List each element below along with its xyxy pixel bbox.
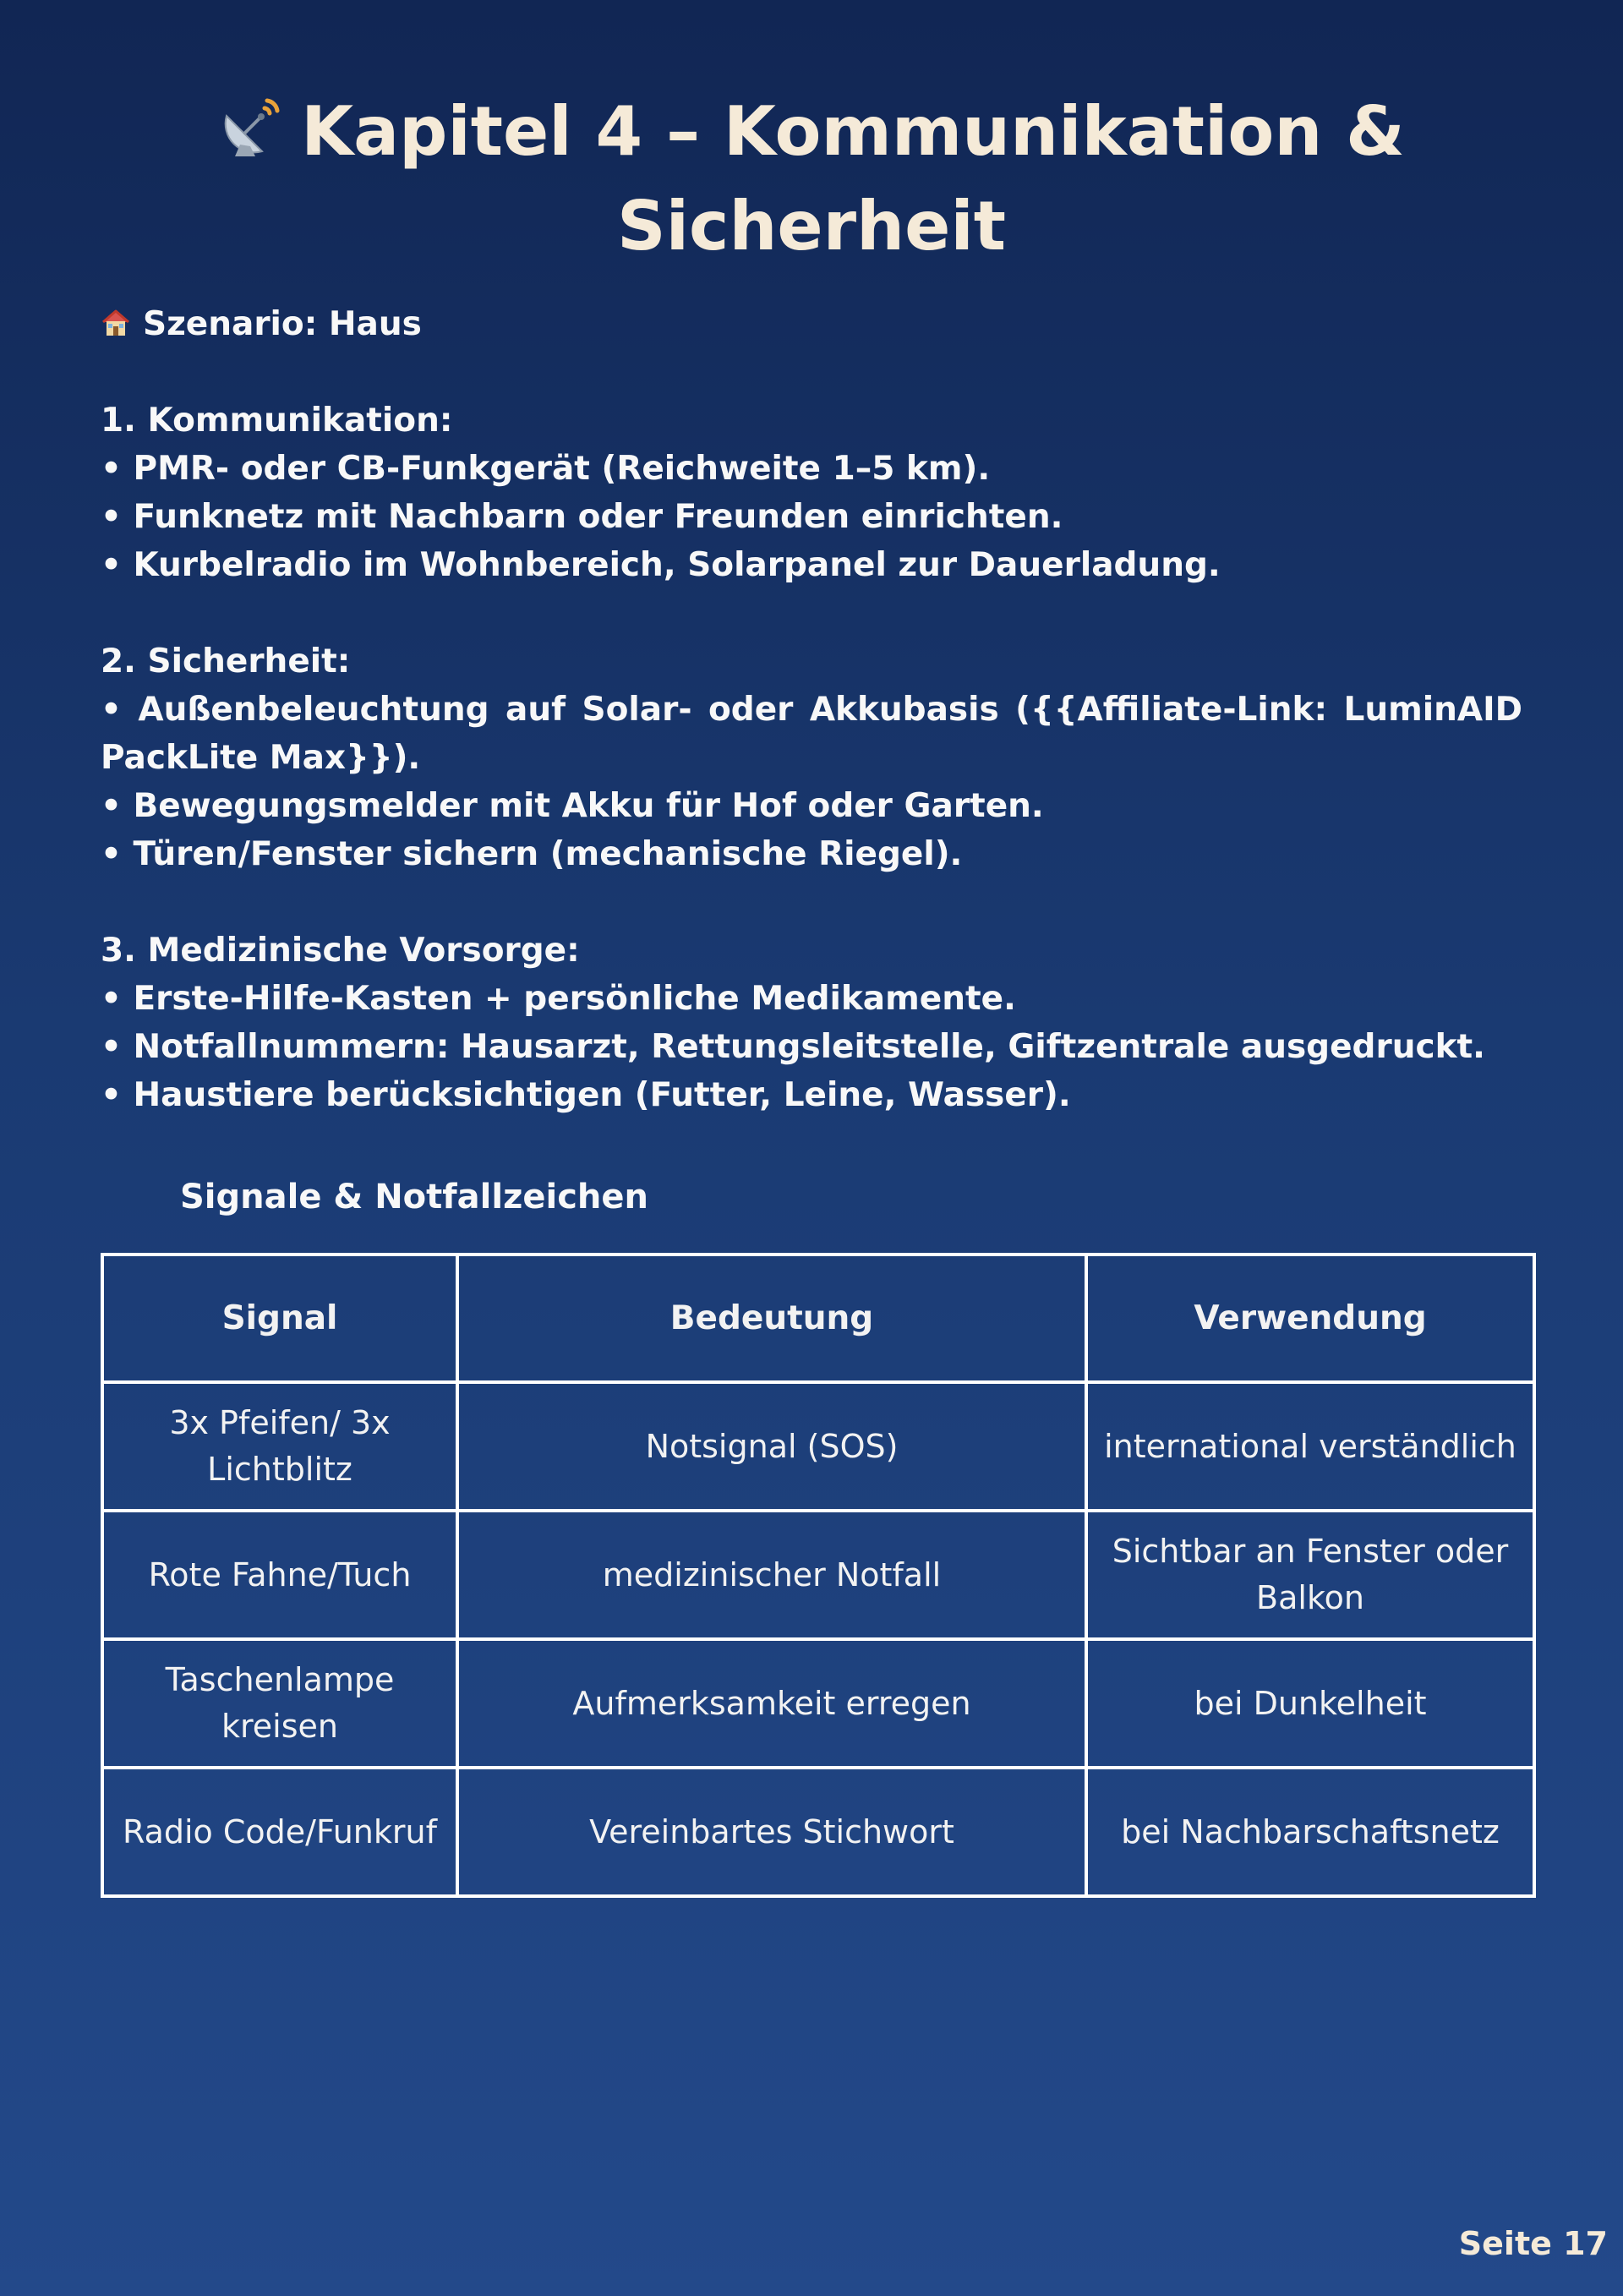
table-cell-bedeutung: Vereinbartes Stichwort	[457, 1768, 1086, 1896]
scenario-label: Szenario: Haus	[143, 305, 422, 343]
table-cell-signal: Radio Code/Funkruf	[102, 1768, 457, 1896]
table-cell-verwendung: bei Nachbarschaftsnetz	[1086, 1768, 1534, 1896]
list-item: • Kurbelradio im Wohnbereich, Solarpanel zur Dauerladung.	[101, 546, 1221, 584]
table-row	[102, 1382, 1534, 1511]
section-heading: 2. Sicherheit:	[101, 642, 351, 681]
table-cell-bedeutung: Aufmerksamkeit erregen	[457, 1639, 1086, 1768]
page-title-text: Kapitel 4 – Kommunikation & Sicherheit	[301, 92, 1405, 265]
list-item: • Haustiere berücksichtigen (Futter, Leine, Wasser).	[101, 1076, 1071, 1114]
scenario-line	[101, 300, 1522, 348]
table-cell-signal: Taschenlampe kreisen	[102, 1639, 457, 1768]
section-medizinische-vorsorge	[101, 927, 1522, 1119]
table-cell-verwendung: Sichtbar an Fenster oder Balkon	[1086, 1511, 1534, 1639]
house-icon	[101, 308, 131, 338]
list-item: • Bewegungsmelder mit Akku für Hof oder Garten.	[101, 787, 1044, 825]
table-cell-signal: Rote Fahne/Tuch	[102, 1511, 457, 1639]
table-cell-verwendung: bei Dunkelheit	[1086, 1639, 1534, 1768]
content-body	[101, 300, 1522, 1119]
column-header-verwendung: Verwendung	[1086, 1255, 1534, 1382]
page-title	[135, 85, 1488, 274]
section-sicherheit	[101, 637, 1522, 878]
table-cell-bedeutung: medizinischer Notfall	[457, 1511, 1086, 1639]
section-kommunikation	[101, 396, 1522, 589]
table-title: Signale & Notfallzeichen	[180, 1178, 649, 1216]
table-header-row	[102, 1255, 1534, 1382]
table-cell-verwendung: international verständlich	[1086, 1382, 1534, 1511]
column-header-signal: Signal	[102, 1255, 457, 1382]
table-row	[102, 1511, 1534, 1639]
signals-table	[101, 1253, 1536, 1898]
section-heading: 3. Medizinische Vorsorge:	[101, 932, 580, 970]
list-item: • PMR- oder CB-Funkgerät (Reichweite 1–5 km).	[101, 450, 991, 488]
table-cell-bedeutung: Notsignal (SOS)	[457, 1382, 1086, 1511]
satellite-dish-icon	[218, 96, 282, 160]
list-item: • Notfallnummern: Hausarzt, Rettungsleitstelle, Giftzentrale ausgedruckt.	[101, 1028, 1485, 1066]
page-number: Seite 17	[1458, 2225, 1608, 2262]
table-row	[102, 1768, 1534, 1896]
list-item: • Türen/Fenster sichern (mechanische Riegel).	[101, 835, 963, 873]
list-item: • Außenbeleuchtung auf Solar- oder Akkubasis ({{Affiliate-Link: LuminAID PackLite Max}}).	[101, 691, 1522, 777]
list-item: • Erste-Hilfe-Kasten + persönliche Medikamente.	[101, 980, 1016, 1018]
section-heading: 1. Kommunikation:	[101, 402, 453, 440]
column-header-bedeutung: Bedeutung	[457, 1255, 1086, 1382]
list-item: • Funknetz mit Nachbarn oder Freunden einrichten.	[101, 498, 1063, 536]
table-cell-signal: 3x Pfeifen/ 3x Lichtblitz	[102, 1382, 457, 1511]
table-row	[102, 1639, 1534, 1768]
